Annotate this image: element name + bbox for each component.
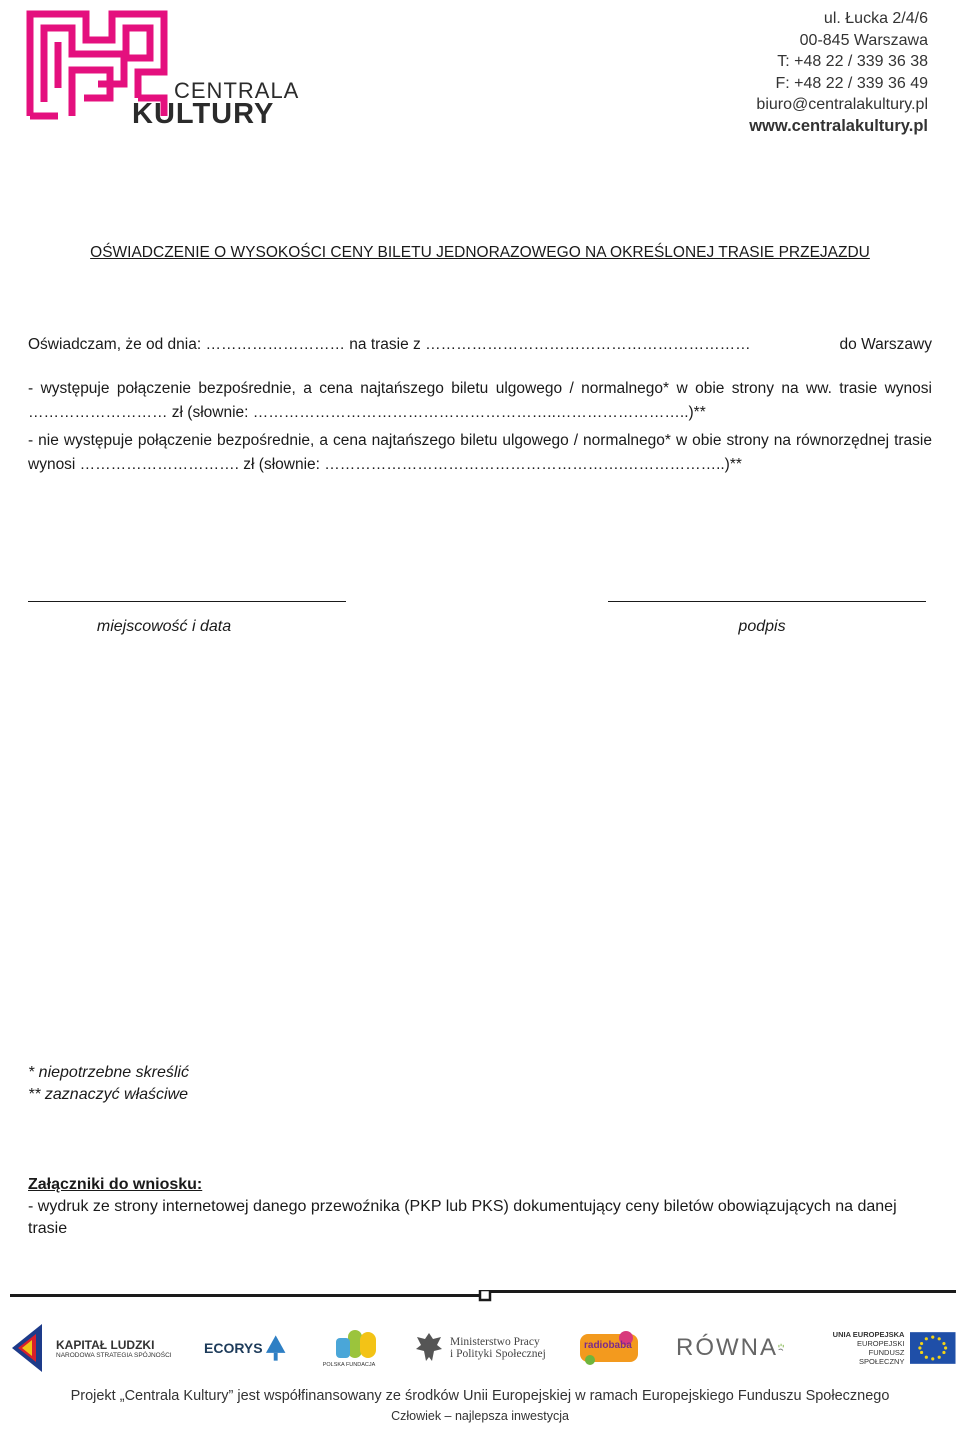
attachments-heading: Załączniki do wniosku: bbox=[28, 1176, 203, 1193]
ecorys-logo bbox=[204, 1318, 286, 1378]
ecorys-triangle-icon bbox=[265, 1333, 286, 1363]
eu-line3: FUNDUSZ SPOŁECZNY bbox=[859, 1348, 905, 1366]
eu-line1: UNIA EUROPEJSKA bbox=[832, 1330, 905, 1339]
attachments-text: - wydruk ze strony internetowej danego przewoźnika (PKP lub PKS) dokumentujący ceny biletów obowiązujących na danej trasie bbox=[28, 1198, 897, 1237]
signature-line-left bbox=[28, 601, 346, 602]
kapital-ludzki-logo bbox=[12, 1318, 172, 1378]
fundacja-text: POLSKA FUNDACJA bbox=[322, 1362, 376, 1368]
polish-eagle-icon bbox=[414, 1331, 444, 1365]
ministry-line2: i Polityki Społecznej bbox=[450, 1348, 546, 1360]
eu-flag-icon bbox=[910, 1332, 956, 1364]
address-street: ul. Łucka 2/4/6 bbox=[823, 10, 928, 27]
kl-subtitle: NARODOWA STRATEGIA SPÓJNOŚCI bbox=[56, 1351, 172, 1359]
eu-line2: EUROPEJSKI bbox=[856, 1339, 905, 1348]
phone-number: T: +48 22 / 339 36 38 bbox=[777, 53, 928, 70]
footer-divider bbox=[10, 1290, 956, 1304]
logo-text-kultury: KULTURY bbox=[132, 98, 275, 130]
statement-line-start: Oświadczam, że od dnia: ……………………… na trasie z ……………………………………………………… bbox=[28, 336, 751, 353]
signature-line-right bbox=[608, 601, 926, 602]
radiobaba-text: radiobaba bbox=[584, 1340, 632, 1351]
option-indirect-connection: - nie występuje połączenie bezpośrednie, a cena najtańszego biletu ulgowego / normalnego* w obie strony na równorzędnej trasie wynosi …………………………. zł (słownie: ………………………………………………….………………..)** bbox=[28, 432, 932, 473]
signature-label: podpis bbox=[738, 618, 786, 635]
eu-efs-logo bbox=[822, 1318, 956, 1378]
ministry-logo bbox=[414, 1318, 546, 1378]
logo-text-centrala: CENTRALA bbox=[174, 78, 300, 103]
option-direct-connection: - występuje połączenie bezpośrednie, a cena najtańszego biletu ulgowego / normalnego* w obie strony na ww. trasie wynosi ……………………… zł (słownie: …………………………………………………..……………………..)** bbox=[28, 380, 932, 421]
kapital-ludzki-icon bbox=[12, 1324, 48, 1372]
website-url: www.centralakultury.pl bbox=[749, 116, 928, 135]
place-date-label: miejscowość i data bbox=[96, 618, 232, 635]
kl-title: KAPITAŁ LUDZKI bbox=[56, 1337, 155, 1352]
footnote-mark: ** zaznaczyć właściwe bbox=[28, 1086, 189, 1103]
rowna-logo bbox=[676, 1318, 786, 1378]
fundacja-icon bbox=[318, 1328, 380, 1362]
footnotes bbox=[28, 1062, 189, 1106]
ecorys-text: ECORYS bbox=[204, 1340, 263, 1356]
address-city: 00-845 Warszawa bbox=[799, 31, 928, 49]
statement-line bbox=[28, 333, 932, 357]
statement-line-end: do Warszawy bbox=[839, 336, 932, 353]
attachments-section bbox=[28, 1174, 938, 1240]
fax-number: F: +48 22 / 339 36 49 bbox=[775, 74, 928, 92]
rowna-mark-icon bbox=[778, 1332, 786, 1364]
document-title: OŚWIADCZENIE O WYSOKOŚCI CENY BILETU JEDNORAZOWEGO NA OKREŚLONEJ TRASIE PRZEJAZDU bbox=[90, 244, 870, 261]
email-address: biuro@centralakultury.pl bbox=[756, 96, 928, 113]
radiobaba-logo bbox=[578, 1318, 644, 1378]
polska-fundacja-logo bbox=[316, 1318, 382, 1378]
rowna-text: RÓWNA bbox=[676, 1334, 778, 1361]
contact-block bbox=[749, 8, 928, 137]
footnote-strike: * niepotrzebne skreślić bbox=[28, 1064, 189, 1081]
efs-motto: Człowiek – najlepsza inwestycja bbox=[391, 1409, 569, 1423]
project-funding-statement: Projekt „Centrala Kultury” jest współfinansowany ze środków Unii Europejskiej w ramach Europejskiego Funduszu Społecznego bbox=[70, 1388, 890, 1404]
ministry-line1: Ministerstwo Pracy bbox=[450, 1336, 540, 1348]
